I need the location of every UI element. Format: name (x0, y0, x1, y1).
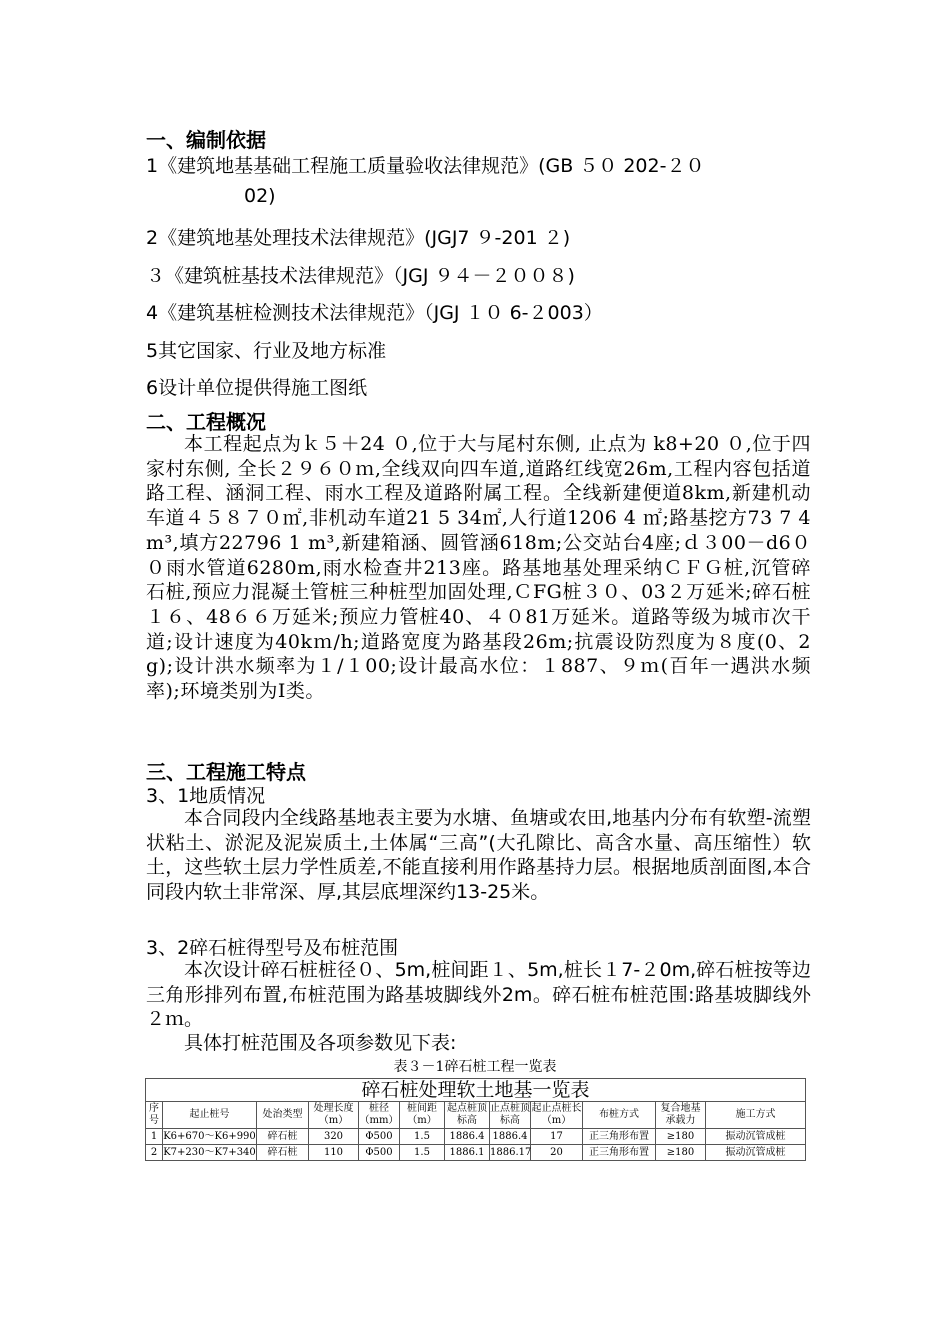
pile-range-paragraph: 本次设计碎石桩桩径０、5m,桩间距１、5m,桩长１7-２0m,碎石桩按等边三角形排列布置,布桩范围为路基坡脚线外2m。碎石桩布桩范围:路基坡脚线外２ｍ。 (146, 959, 811, 1030)
table-header: 止点桩顶标高 (490, 1102, 531, 1129)
table-cell: 振动沉管成桩 (706, 1129, 806, 1145)
basis-item-5: 5其它国家、行业及地方标准 (146, 340, 387, 362)
basis-item-6: 6设计单位提供得施工图纸 (146, 377, 368, 399)
basis-item-1-cont: 02) (244, 185, 276, 207)
table-header: 复合地基承载力 (656, 1102, 706, 1129)
table-cell: 1 (146, 1129, 163, 1145)
table-cell: 1886.4 (490, 1129, 531, 1145)
table-cell: Φ500 (359, 1145, 400, 1161)
table-header: 序号 (146, 1102, 163, 1129)
overview-paragraph: 本工程起点为ｋ５＋24 ０,位于大与尾村东侧, 止点为 k8+20 ０,位于四家村东侧, 全长２９６０ｍ,全线双向四车道,道路红线宽26m,工程内容包括道路工程、涵洞工程、雨水工程及道路附属工程。全线新建便道8km,新建机动车道４５８７０㎡,非机动车道21 5 34㎡,人行道1206 4 ㎡;路基挖方73 7 4m³,填方22796 1 m³,新建箱涵、圆管涵618m;公交站台4座;ｄ３00－d6００雨水管道6280m,雨水检查井213座。路基地基处理采纳ＣＦＧ桩,沉管碎石桩,预应力混凝土管桩三种桩型加固处理,ＣFG桩３０、03２万延米;碎石桩１６、48６６万延米;预应力管桩40、４０81万延米。道路等级为城市次干道;设计速度为40kｍ/h;道路宽度为路基段26m;抗震设防烈度为８度(0、2g);设计洪水频率为１/１00;设计最高水位：１887、９ｍ(百年一遇洪水频率);环境类别为Ⅰ类。 (146, 433, 811, 703)
table-row (146, 1129, 806, 1145)
table-cell: 碎石桩 (257, 1129, 309, 1145)
section-heading-features: 三、工程施工特点 (146, 760, 306, 784)
table-cell: 20 (531, 1145, 583, 1161)
subheading-geology: 3、1地质情况 (146, 785, 266, 807)
table-title: 碎石桩处理软土地基一览表 (146, 1079, 806, 1102)
table-cell: K7+230～K7+340 (163, 1145, 257, 1161)
table-cell: 正三角形布置 (583, 1129, 656, 1145)
section-heading-basis: 一、编制依据 (146, 128, 266, 152)
table-cell: ≥180 (656, 1129, 706, 1145)
basis-item-3: ３《建筑桩基技术法律规范》（JGJ ９４－２００８) (146, 265, 575, 287)
table-header-row (146, 1102, 806, 1129)
subheading-pile-range: 3、2碎石桩得型号及布桩范围 (146, 937, 399, 959)
table-cell: 正三角形布置 (583, 1145, 656, 1161)
table-cell: 振动沉管成桩 (706, 1145, 806, 1161)
table-cell: 1.5 (400, 1145, 445, 1161)
table-header: 起止桩号 (163, 1102, 257, 1129)
table-cell: 2 (146, 1145, 163, 1161)
table-cell: 1.5 (400, 1129, 445, 1145)
table-header: 桩间距（m） (400, 1102, 445, 1129)
table-cell: K6+670～K6+990 (163, 1129, 257, 1145)
table-header: 处理长度（m） (309, 1102, 359, 1129)
table-header: 起点桩顶标高 (445, 1102, 490, 1129)
section-heading-overview: 二、工程概况 (146, 410, 266, 434)
geology-paragraph: 本合同段内全线路基地表主要为水塘、鱼塘或农田,地基内分布有软塑-流塑状粘土、淤泥及泥炭质土,土体属“三高”(大孔隙比、高含水量、高压缩性）软土，这些软土层力学性质差,不能直接利用作路基持力层。根据地质剖面图,本合同段内软土非常深、厚,其层底埋深约13-25米。 (146, 807, 811, 903)
table-row (146, 1145, 806, 1161)
table-cell: 碎石桩 (257, 1145, 309, 1161)
basis-item-1: 1《建筑地基基础工程施工质量验收法律规范》(GB ５０ 202-２０ (146, 155, 705, 177)
basis-item-4: 4《建筑基桩检测技术法律规范》（JGJ １０ 6-２003） (146, 302, 603, 324)
table-header: 布桩方式 (583, 1102, 656, 1129)
table-header: 处治类型 (257, 1102, 309, 1129)
pile-table (145, 1078, 806, 1161)
table-cell: 1886.4 (445, 1129, 490, 1145)
table-header: 施工方式 (706, 1102, 806, 1129)
table-cell: 1886.17 (490, 1145, 531, 1161)
table-cell: ≥180 (656, 1145, 706, 1161)
table-intro-line: 具体打桩范围及各项参数见下表: (184, 1032, 457, 1054)
table-cell: Φ500 (359, 1129, 400, 1145)
table-cell: 110 (309, 1145, 359, 1161)
basis-item-2: 2《建筑地基处理技术法律规范》(JGJ7 ９-201 ２) (146, 227, 571, 249)
table-caption: 表３－1碎石桩工程一览表 (393, 1059, 557, 1075)
table-cell: 1886.1 (445, 1145, 490, 1161)
table-header: 起止点桩长（m） (531, 1102, 583, 1129)
table-cell: 320 (309, 1129, 359, 1145)
table-header: 桩径（mm） (359, 1102, 400, 1129)
table-cell: 17 (531, 1129, 583, 1145)
